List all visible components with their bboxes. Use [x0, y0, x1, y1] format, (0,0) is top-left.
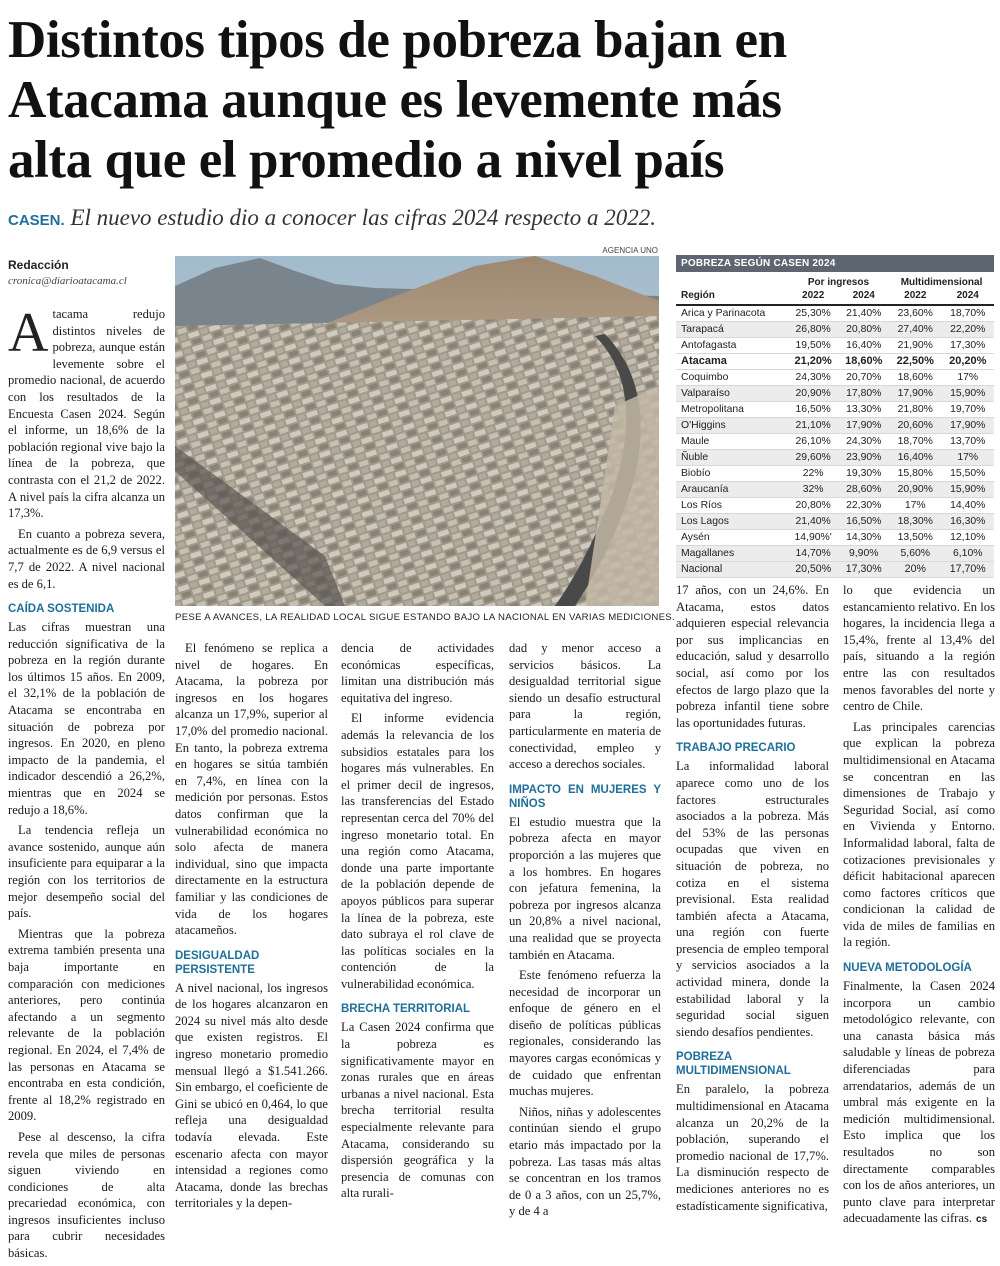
table-cell-region: Metropolitana	[676, 401, 788, 417]
photo-caption: PESE A AVANCES, LA REALIDAD LOCAL SIGUE ESTANDO BAJO LA NACIONAL EN VARIAS MEDICIONES.	[175, 612, 675, 623]
table-cell-value: 18,70%	[942, 305, 995, 321]
headline-line-1: Distintos tipos de pobreza bajan en	[8, 11, 787, 69]
paragraph: A nivel nacional, los ingresos de los hogares alcanzaron en 2024 su nivel más alto desde que existen registros. El ingreso monetario promedio mensual llegó a $1.541.266. Sin embargo, el coeficiente de Gini se ubicó en 0,464, lo que refleja una desigualdad todavía elevada. Este escenario afecta con mayor intensidad a regiones como Atacama, donde las brechas territoriales y la depen-	[175, 980, 328, 1211]
table-cell-value: 13,70%	[942, 433, 995, 449]
table-cell-region: Biobío	[676, 465, 788, 481]
photo-credit: AGENCIA UNO	[602, 246, 658, 255]
table-cell-value: 20,80%	[838, 321, 889, 337]
aerial-city-photo	[175, 256, 659, 606]
table-row	[676, 465, 994, 481]
section-heading-metodologia: NUEVA METODOLOGÍA	[843, 962, 972, 975]
byline	[8, 258, 127, 287]
table-cell-value: 19,70%	[942, 401, 995, 417]
paragraph: Pese al descenso, la cifra revela que miles de personas siguen viviendo en condiciones de alta precariedad económica, con ingresos insuficientes incluso para cubrir necesidades básicas.	[8, 1129, 165, 1261]
subheadline	[8, 205, 656, 231]
table-cell-value: 17,80%	[838, 385, 889, 401]
table-row	[676, 513, 994, 529]
headline	[8, 10, 993, 190]
table-cell-region: Magallanes	[676, 545, 788, 561]
table-cell-value: 17%	[942, 449, 995, 465]
table-cell-value: 15,80%	[889, 465, 941, 481]
table-cell-value: 21,40%	[788, 513, 839, 529]
table-cell-value: 5,60%	[889, 545, 941, 561]
table-cell-value: 17,90%	[838, 417, 889, 433]
table-row	[676, 497, 994, 513]
paragraph: En paralelo, la pobreza multidimensional en Atacama alcanza un 20,2% de la población, superando el promedio nacional de 17,7%. La disminución respecto de mediciones anteriores no es estadísticamente significativa,	[676, 1082, 829, 1213]
paragraph: 17 años, con un 24,6%. En Atacama, estos datos adquieren especial relevancia por sus implicancias en educación, salud y desarrollo social, así como por los efectos de largo plazo que la pobreza infantil tiene sobre las oportunidades futuras.	[676, 583, 829, 730]
table-row	[676, 353, 994, 369]
table-title: POBREZA SEGÚN CASEN 2024	[676, 255, 994, 272]
table-cell-region: Antofagasta	[676, 337, 788, 353]
table-cell-value: 27,40%	[889, 321, 941, 337]
paragraph: En cuanto a pobreza severa, actualmente es de 6,9 versus el 7,7 de 2022. A nivel nacional es de 6,1.	[8, 526, 165, 591]
table-cell-region: Valparaíso	[676, 385, 788, 401]
table-cell-region: Tarapacá	[676, 321, 788, 337]
paragraph: Las principales carencias que explican la pobreza multidimensional en Atacama se concentran en las dimensiones de Trabajo y Seguridad Social, así como en Vivienda y Entorno. Informalidad laboral, falta de cotizaciones previsionales y déficit habitacional aparecen como factores críticos que condicionan la calidad de vida de miles de familias en la región.	[843, 719, 995, 950]
table-cell-region: Aysén	[676, 529, 788, 545]
paragraph: Niños, niñas y adolescentes continúan siendo el grupo etario más impactado por la pobreza. Las tasas más altas se concentran en los tramos de 0 a 3 años, con un 25,7%, y de 4 a	[509, 1104, 661, 1219]
header-year: 2022	[889, 289, 941, 305]
section-heading-multidimensional: POBREZA MULTIDIMENSIONAL	[676, 1051, 791, 1078]
table-cell-value: 14,30%	[838, 529, 889, 545]
photo-illustration	[175, 256, 659, 606]
section-heading-impacto: IMPACTO EN MUJERES Y NIÑOS	[509, 783, 661, 810]
author-name: Redacción	[8, 258, 69, 272]
paragraph: El informe evidencia además la relevancia de los subsidios estatales para los hogares más vulnerables. En el primer decil de ingresos, las transferencias del Estado representan cerca del 70% del ingreso monetario total. En una región como Atacama, donde una parte importante de la población depende de apoyos públicos para superar la línea de la pobreza, este dato subraya el rol clave de las políticas sociales en la contención de la vulnerabilidad económica.	[341, 711, 494, 991]
header-year: 2024	[838, 289, 889, 305]
table-cell-value: 32%	[788, 481, 839, 497]
table-cell-value: 14,40%	[942, 497, 995, 513]
table-cell-value: 6,10%	[942, 545, 995, 561]
table-row	[676, 337, 994, 353]
table-cell-value: 18,60%	[889, 369, 941, 385]
table-cell-value: 26,80%	[788, 321, 839, 337]
paragraph: Mientras que la pobreza extrema también presenta una baja importante en comparación con mediciones anteriores, pero continúa afectando a un segmento relevante de la población regional. En 2024, el 7,4% de las personas en Atacama se encontraba en esta condición, frente al 18,2% registrado en 2009.	[8, 926, 165, 1124]
table-cell-region: O'Higgins	[676, 417, 788, 433]
table-row	[676, 385, 994, 401]
section-heading-desigualdad: DESIGUALDAD PERSISTENTE	[175, 949, 260, 976]
table-cell-value: 18,60%	[838, 353, 889, 369]
poverty-table	[676, 255, 994, 578]
table-cell-region: Atacama	[676, 353, 788, 369]
table-cell-value: 20,90%	[788, 385, 839, 401]
paragraph: dencia de actividades económicas específicas, limitan una distribución más equitativa del ingreso.	[341, 641, 494, 705]
table-cell-value: 20,50%	[788, 561, 839, 577]
table-row	[676, 481, 994, 497]
table-cell-value: 21,90%	[889, 337, 941, 353]
table-row	[676, 417, 994, 433]
table-cell-value: 29,60%	[788, 449, 839, 465]
table-cell-value: 13,50%	[889, 529, 941, 545]
table-cell-value: 22,30%	[838, 497, 889, 513]
data-table	[676, 272, 994, 578]
table-cell-value: 17%	[942, 369, 995, 385]
table-cell-value: 20,20%	[942, 353, 995, 369]
header-year: 2022	[788, 289, 839, 305]
table-cell-value: 17,70%	[942, 561, 995, 577]
table-cell-value: 23,60%	[889, 305, 941, 321]
table-row	[676, 305, 994, 321]
table-cell-value: 20,90%	[889, 481, 941, 497]
table-cell-value: 26,10%	[788, 433, 839, 449]
paragraph: El fenómeno se replica a nivel de hogares. En Atacama, la pobreza por ingresos en los hogares alcanza un 17,9%, superior al 17,0% del promedio nacional. En tanto, la pobreza extrema en hogares se sitúa también en 7,4%, en línea con la medición por personas. Estos datos confirman que la vulnerabilidad económica no solo afecta de manera individual, sino que impacta directamente en la estructura familiar y las condiciones de vida de los hogares atacameños.	[175, 641, 328, 938]
table-cell-value: 16,40%	[889, 449, 941, 465]
table-cell-value: 17,30%	[838, 561, 889, 577]
header-year: 2024	[942, 289, 995, 305]
table-cell-region: Ñuble	[676, 449, 788, 465]
paragraph: Finalmente, la Casen 2024 incorpora un cambio metodológico relevante, con una canasta básica más saludable y líneas de pobreza diferenciadas para arrendatarios, además de un umbral más exigente en la medición multidimensional. Esto implica que los resultados no son directamente comparables con los de años anteriores, un punto clave para interpretar adecuadamente las cifras. cs	[843, 979, 995, 1226]
table-cell-value: 12,10%	[942, 529, 995, 545]
column-4	[509, 640, 661, 1224]
table-cell-value: 18,30%	[889, 513, 941, 529]
table-cell-value: 14,90%'	[788, 529, 839, 545]
table-cell-value: 14,70%	[788, 545, 839, 561]
table-cell-value: 20,80%	[788, 497, 839, 513]
table-cell-value: 25,30%	[788, 305, 839, 321]
table-cell-value: 24,30%	[788, 369, 839, 385]
table-cell-value: 22,50%	[889, 353, 941, 369]
deck-text: El nuevo estudio dio a conocer las cifras 2024 respecto a 2022.	[70, 205, 656, 230]
paragraph: Este fenómeno refuerza la necesidad de incorporar un enfoque de género en el diseño de políticas públicas regionales, considerando las mayores cargas económicas y de cuidado que enfrentan muchas mujeres.	[509, 968, 661, 1099]
table-cell-value: 15,90%	[942, 385, 995, 401]
table-cell-region: Los Ríos	[676, 497, 788, 513]
table-cell-region: Nacional	[676, 561, 788, 577]
column-2	[175, 640, 328, 1216]
table-cell-value: 13,30%	[838, 401, 889, 417]
table-row	[676, 401, 994, 417]
table-cell-value: 20,70%	[838, 369, 889, 385]
table-row	[676, 369, 994, 385]
table-cell-region: Araucanía	[676, 481, 788, 497]
table-row	[676, 449, 994, 465]
section-heading-brecha: BRECHA TERRITORIAL	[341, 1003, 471, 1016]
table-cell-value: 21,80%	[889, 401, 941, 417]
paragraph: dad y menor acceso a servicios básicos. La desigualdad territorial sigue siendo un desafío estructural para la región, particularmente en materia de conectividad, empleo y acceso a derechos sociales.	[509, 641, 661, 772]
table-cell-value: 21,10%	[788, 417, 839, 433]
table-cell-value: 16,50%	[838, 513, 889, 529]
table-row	[676, 321, 994, 337]
table-cell-value: 23,90%	[838, 449, 889, 465]
table-cell-value: 21,40%	[838, 305, 889, 321]
table-cell-value: 24,30%	[838, 433, 889, 449]
header-income-group: Por ingresos	[807, 277, 870, 288]
column-6	[843, 582, 995, 1233]
table-cell-value: 28,60%	[838, 481, 889, 497]
table-row	[676, 433, 994, 449]
table-row	[676, 545, 994, 561]
table-cell-value: 19,30%	[838, 465, 889, 481]
drop-cap: A	[8, 302, 49, 364]
table-cell-value: 21,20%	[788, 353, 839, 369]
table-cell-value: 17,90%	[942, 417, 995, 433]
header-multi-group: Multidimensional	[900, 277, 983, 288]
table-cell-value: 19,50%	[788, 337, 839, 353]
table-cell-region: Arica y Parinacota	[676, 305, 788, 321]
table-cell-value: 20,60%	[889, 417, 941, 433]
table-cell-value: 20%	[889, 561, 941, 577]
paragraph: La informalidad laboral aparece como uno de los factores estructurales asociados a la pobreza. Más del 53% de las personas ocupadas que viven en situación de pobreza, no cotiza en el sistema previsional. Esta realidad también afecta a Atacama, una región con fuerte presencia de empleo temporal y servicios asociados a la actividad minera, donde la estabilidad laboral y la seguridad social siguen siendo desafíos pendientes.	[676, 759, 829, 1039]
table-row	[676, 529, 994, 545]
table-cell-value: 16,30%	[942, 513, 995, 529]
table-cell-region: Los Lagos	[676, 513, 788, 529]
header-blank	[676, 272, 788, 289]
section-heading-caida: CAÍDA SOSTENIDA	[8, 603, 115, 616]
table-cell-value: 17,30%	[942, 337, 995, 353]
lead-paragraph: Atacama redujo distintos niveles de pobreza, aunque están levemente sobre el promedio nacional, de acuerdo con los resultados de la Encuesta Casen 2024. Según el informe, un 18,6% de la población regional vive bajo la línea de la pobreza, que contrasta con el 21,2 de 2022. A nivel país la cifra alcanza un 17,3%.	[8, 302, 165, 521]
column-5	[676, 582, 829, 1218]
paragraph: El estudio muestra que la pobreza afecta en mayor proporción a las mujeres que a los hombres. En hogares con jefatura femenina, la pobreza por ingresos alcanza un 20,8% a nivel nacional, una realidad que se proyecta también en Atacama.	[509, 814, 661, 962]
paragraph: lo que evidencia un estancamiento relativo. En los hogares, la incidencia llega a 15,4%, frente al 13,4% del país, situando a la región entre las con resultados menos favorables del norte y centro de Chile.	[843, 583, 995, 714]
paragraph: La tendencia refleja un avance sostenido, aunque aún insuficiente para equiparar a la región con los territorios de mejor desempeño social del país.	[8, 823, 165, 921]
table-row	[676, 561, 994, 577]
table-cell-value: 15,90%	[942, 481, 995, 497]
kicker: CASEN.	[8, 212, 65, 229]
table-cell-value: 22,20%	[942, 321, 995, 337]
table-cell-value: 16,40%	[838, 337, 889, 353]
paragraph: La Casen 2024 confirma que la pobreza es significativamente mayor en zonas rurales que en áreas urbanas a nivel nacional. Esta brecha territorial resulta especialmente relevante para Atacama, considerando su dispersión geográfica y la presencia de comunas con alta rurali-	[341, 1020, 494, 1201]
table-cell-region: Coquimbo	[676, 369, 788, 385]
header-region: Región	[676, 289, 788, 305]
section-heading-trabajo: TRABAJO PRECARIO	[676, 742, 796, 755]
end-mark: cs	[976, 1214, 988, 1226]
table-cell-value: 18,70%	[889, 433, 941, 449]
table-cell-value: 17,90%	[889, 385, 941, 401]
headline-line-3: alta que el promedio a nivel país	[8, 131, 725, 189]
table-cell-value: 22%	[788, 465, 839, 481]
table-cell-value: 17%	[889, 497, 941, 513]
column-3	[341, 640, 494, 1206]
column-1	[8, 302, 165, 1266]
author-email[interactable]: cronica@diarioatacama.cl	[8, 275, 127, 287]
paragraph: Las cifras muestran una reducción significativa de la pobreza en la región durante los últimos 15 años. En 2009, el 32,1% de la población de Atacama se encontraba en situación de pobreza por ingresos. En 2020, en pleno impacto de la pandemia, el indicador descendió a 26,2%, mientras que en 2024 se redujo a 18,6%.	[8, 620, 165, 817]
headline-line-2: Atacama aunque es levemente más	[8, 71, 782, 129]
table-cell-value: 9,90%	[838, 545, 889, 561]
table-cell-value: 15,50%	[942, 465, 995, 481]
table-cell-value: 16,50%	[788, 401, 839, 417]
table-cell-region: Maule	[676, 433, 788, 449]
